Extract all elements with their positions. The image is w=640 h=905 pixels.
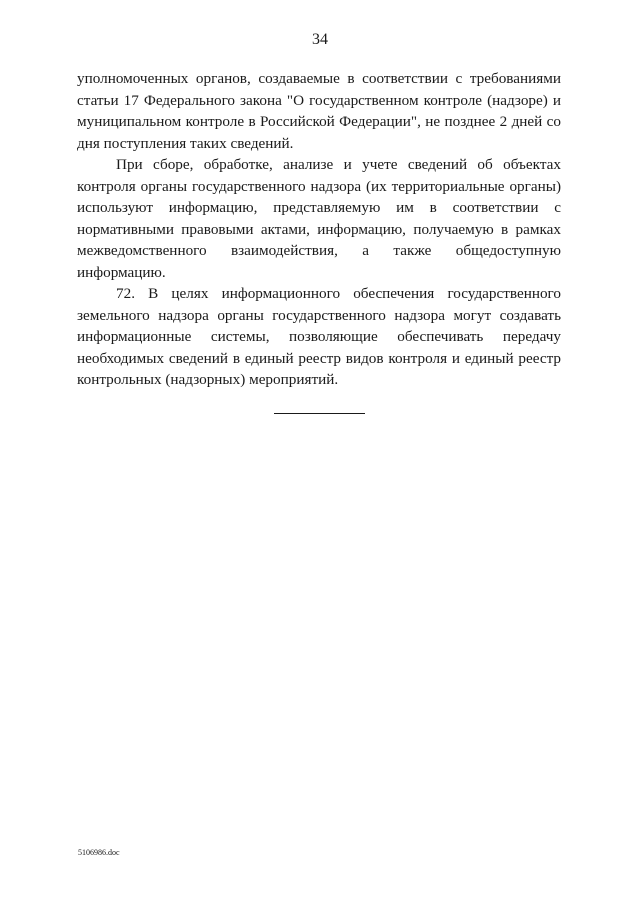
page-number: 34: [312, 31, 328, 48]
paragraph-continuation: уполномоченных органов, создаваемые в соответствии с требованиями статьи 17 Федерального закона "О государственном контроле (надзоре) и муниципальном контроле в Российской Федерации", не позднее 2 дней со дня поступления таких сведений.: [77, 70, 561, 152]
footer-file-name: 5106986.doc: [78, 848, 120, 857]
paragraph-72: 72. В целях информационного обеспечения государственного земельного надзора органы государственного надзора могут создавать информационные системы, позволяющие обеспечивать передачу необходимых сведений в единый реестр видов контроля и единый реестр контрольных (надзорных) мероприятий.: [77, 285, 561, 388]
document-body: [77, 68, 561, 391]
end-separator-line: [274, 413, 365, 414]
paragraph-data-collection: При сборе, обработке, анализе и учете сведений об объектах контроля органы государственного надзора (их территориальные органы) используют информацию, представляемую им в соответствии с нормативными правовыми актами, информацию, получаемую в рамках межведомственного взаимодействия, а также общедоступную информацию.: [77, 156, 561, 281]
